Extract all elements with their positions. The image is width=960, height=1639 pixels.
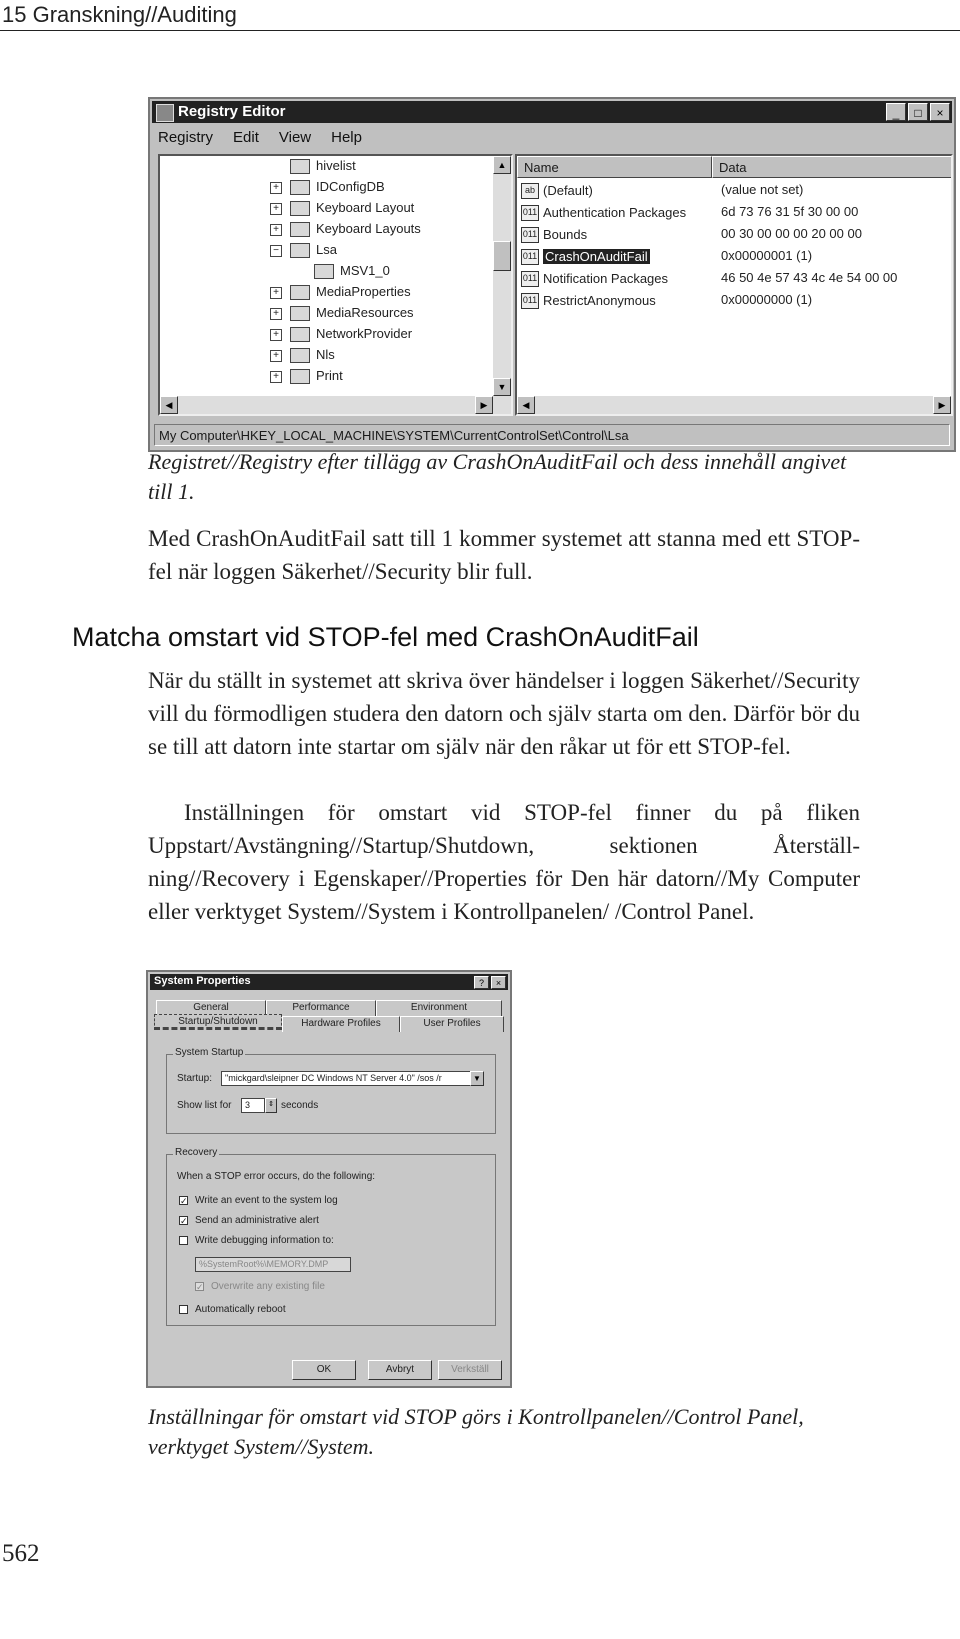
registry-key-tree[interactable] [158, 154, 513, 416]
expand-icon[interactable]: + [270, 224, 282, 236]
show-list-seconds-input[interactable] [241, 1098, 265, 1113]
value-data: (value not set) [721, 182, 804, 197]
tab-hardware-profiles[interactable]: Hardware Profiles [282, 1016, 400, 1032]
expand-icon[interactable]: + [270, 203, 282, 215]
expand-icon[interactable]: + [270, 287, 282, 299]
registry-title: Registry Editor [178, 103, 286, 120]
tab-user-profiles[interactable]: User Profiles [400, 1016, 504, 1032]
tree-scroll-thumb[interactable] [493, 241, 511, 271]
binary-value-icon: 011 [521, 249, 539, 265]
send-alert-label: Send an administrative alert [195, 1215, 319, 1226]
value-data: 00 30 00 00 00 20 00 00 [721, 226, 862, 241]
menu-edit[interactable]: Edit [233, 129, 259, 146]
tree-item-label: Print [316, 368, 343, 383]
figure-caption-system: Inställningar för omstart vid STOP görs i Kontrollpanelen//Control Panel, verktyget System//System. [148, 1404, 804, 1459]
expand-icon[interactable]: + [270, 371, 282, 383]
menu-help[interactable]: Help [331, 129, 362, 146]
auto-reboot-label: Automatically reboot [195, 1304, 286, 1315]
tree-item-label: MediaResources [316, 305, 414, 320]
show-list-label: Show list for [177, 1100, 232, 1111]
value-row[interactable] [521, 292, 813, 314]
value-row[interactable] [521, 182, 804, 204]
scroll-right-icon[interactable]: ▶ [933, 396, 951, 414]
folder-icon [290, 285, 310, 300]
folder-icon [290, 327, 310, 342]
folder-icon [290, 222, 310, 237]
value-data: 0x00000000 (1) [721, 292, 813, 307]
dump-path-value: %SystemRoot%\MEMORY.DMP [199, 1259, 329, 1269]
value-name: RestrictAnonymous [543, 293, 656, 309]
dump-path-input[interactable] [195, 1257, 351, 1272]
close-button[interactable]: × [491, 976, 506, 989]
column-header-data[interactable]: Data [712, 156, 952, 178]
expand-icon[interactable]: + [270, 182, 282, 194]
recovery-group [166, 1147, 496, 1326]
folder-icon [290, 180, 310, 195]
paragraph-restart-setting: Inställningen för omstart vid STOP-fel finner du på fliken Uppstart/Avstängning//Startup/Shutdown, sektionen Återställ-ning//Recovery i Egenskaper//Properties för Den här datorn//My Computer eller verktyget System//System i Kontrollpanelen/ /Control Panel. [148, 800, 860, 924]
help-button[interactable]: ? [474, 976, 489, 989]
startup-select-value: "mickgard\sleipner DC Windows NT Server 4.0" /sos /r [225, 1073, 442, 1083]
tree-item-label: Keyboard Layout [316, 200, 415, 215]
folder-icon [290, 369, 310, 384]
folder-icon [290, 348, 310, 363]
registry-menu-bar [158, 129, 362, 146]
binary-value-icon: 011 [521, 227, 539, 243]
running-header [0, 0, 960, 31]
value-name: Notification Packages [543, 271, 669, 287]
scroll-down-icon[interactable]: ▼ [493, 378, 511, 396]
write-event-checkbox[interactable]: ✓ [180, 1196, 188, 1206]
tab-performance[interactable]: Performance [266, 1000, 376, 1016]
expand-icon[interactable]: + [270, 308, 282, 320]
tree-item-label: MSV1_0 [340, 263, 390, 278]
value-row[interactable] [521, 270, 898, 292]
close-button[interactable]: × [930, 103, 950, 121]
collapse-icon[interactable]: − [270, 245, 282, 257]
tree-item-label: Nls [316, 347, 335, 362]
overwrite-label: Overwrite any existing file [211, 1281, 325, 1292]
auto-reboot-checkbox[interactable] [179, 1305, 188, 1314]
apply-button[interactable]: Verkställ [438, 1360, 502, 1380]
value-data: 6d 73 76 31 5f 30 00 00 [721, 204, 859, 219]
startup-select[interactable] [221, 1071, 483, 1086]
menu-view[interactable]: View [278, 129, 312, 146]
chapter-title: 15 Granskning//Auditing [2, 2, 237, 27]
value-data: 46 50 4e 57 43 4c 4e 54 00 00 [721, 270, 898, 285]
paragraph-restart-intro: När du ställt in systemet att skriva över händelser i loggen Säkerhet//Security vill du förmodligen studera den datorn och själv starta om den. Därför bör du se till att datorn inte startar om själv när den råkar ut för ett STOP-fel. [148, 668, 860, 759]
system-startup-legend: System Startup [175, 1047, 244, 1058]
folder-icon [290, 201, 310, 216]
maximize-button[interactable]: □ [908, 103, 928, 121]
spinner-arrows-icon[interactable]: ⇕ [265, 1098, 277, 1113]
registry-value-list[interactable] [515, 154, 953, 416]
ok-button[interactable]: OK [292, 1360, 356, 1380]
value-row[interactable] [521, 248, 813, 270]
registry-editor-window [148, 97, 956, 452]
system-properties-dialog [146, 970, 512, 1388]
value-data: 0x00000001 (1) [721, 248, 813, 263]
seconds-label: seconds [281, 1100, 319, 1111]
tab-startup-shutdown[interactable]: Startup/Shutdown [154, 1014, 282, 1030]
folder-icon [290, 159, 310, 174]
value-name: Bounds [543, 227, 588, 243]
write-debug-label: Write debugging information to: [195, 1235, 334, 1246]
send-alert-checkbox[interactable]: ✓ [180, 1216, 188, 1226]
show-list-value: 3 [245, 1100, 251, 1110]
binary-value-icon: 011 [521, 205, 539, 221]
expand-icon[interactable]: + [270, 329, 282, 341]
sysprops-title-bar [150, 974, 508, 990]
tree-item-label: MediaProperties [316, 284, 411, 299]
tree-item-label: Lsa [316, 242, 337, 257]
tree-vertical-scrollbar[interactable] [493, 156, 511, 396]
section-heading: Matcha omstart vid STOP-fel med CrashOnAuditFail [72, 622, 699, 652]
tab-general[interactable]: General [156, 1000, 266, 1016]
menu-registry[interactable]: Registry [158, 129, 214, 146]
folder-icon [290, 306, 310, 321]
tree-item-label: Keyboard Layouts [316, 221, 421, 236]
startup-label: Startup: [177, 1073, 213, 1084]
value-name: CrashOnAuditFail [545, 249, 648, 265]
expand-icon[interactable]: + [270, 350, 282, 362]
folder-icon [314, 264, 334, 279]
tree-item-label: NetworkProvider [316, 326, 413, 341]
figure-caption-registry: Registret//Registry efter tillägg av CrashOnAuditFail och dess innehåll angivet till 1. [148, 449, 847, 504]
cancel-button[interactable]: Avbryt [368, 1360, 432, 1380]
tree-horizontal-scrollbar[interactable] [160, 396, 511, 414]
value-row[interactable] [521, 204, 859, 226]
paragraph-crashonauditfail: Med CrashOnAuditFail satt till 1 kommer systemet att stanna med ett STOP-fel när loggen Säkerhet//Security blir full. [148, 526, 860, 584]
binary-value-icon: 011 [521, 293, 539, 309]
overwrite-checkbox[interactable]: ✓ [196, 1282, 204, 1292]
tab-environment[interactable]: Environment [376, 1000, 502, 1016]
write-event-label: Write an event to the system log [195, 1195, 338, 1206]
registry-app-icon [156, 104, 174, 122]
folder-icon [290, 243, 310, 258]
scroll-right-icon[interactable]: ▶ [475, 396, 493, 414]
binary-value-icon: 011 [521, 271, 539, 287]
list-horizontal-scrollbar[interactable] [517, 396, 951, 414]
column-header-name[interactable]: Name [517, 156, 712, 178]
scroll-left-icon[interactable]: ◀ [160, 396, 178, 414]
sysprops-title: System Properties [154, 975, 251, 987]
registry-title-bar [152, 101, 952, 123]
minimize-button[interactable]: _ [886, 103, 906, 121]
registry-status-bar: My Computer\HKEY_LOCAL_MACHINE\SYSTEM\CurrentControlSet\Control\Lsa [154, 424, 950, 446]
scroll-up-icon[interactable]: ▲ [493, 156, 511, 174]
system-startup-group [166, 1047, 496, 1134]
page-number: 562 [2, 1540, 40, 1567]
write-debug-checkbox[interactable] [179, 1236, 188, 1245]
scroll-left-icon[interactable]: ◀ [517, 396, 535, 414]
chevron-down-icon[interactable]: ▼ [470, 1071, 484, 1086]
tree-item-label: IDConfigDB [316, 179, 385, 194]
recovery-legend: Recovery [175, 1147, 218, 1158]
value-name: (Default) [543, 183, 593, 199]
tree-item-label: hivelist [316, 158, 356, 173]
value-name: Authentication Packages [543, 205, 687, 221]
string-value-icon: ab [521, 183, 539, 199]
value-row[interactable] [521, 226, 862, 248]
recovery-intro: When a STOP error occurs, do the following: [177, 1171, 376, 1182]
